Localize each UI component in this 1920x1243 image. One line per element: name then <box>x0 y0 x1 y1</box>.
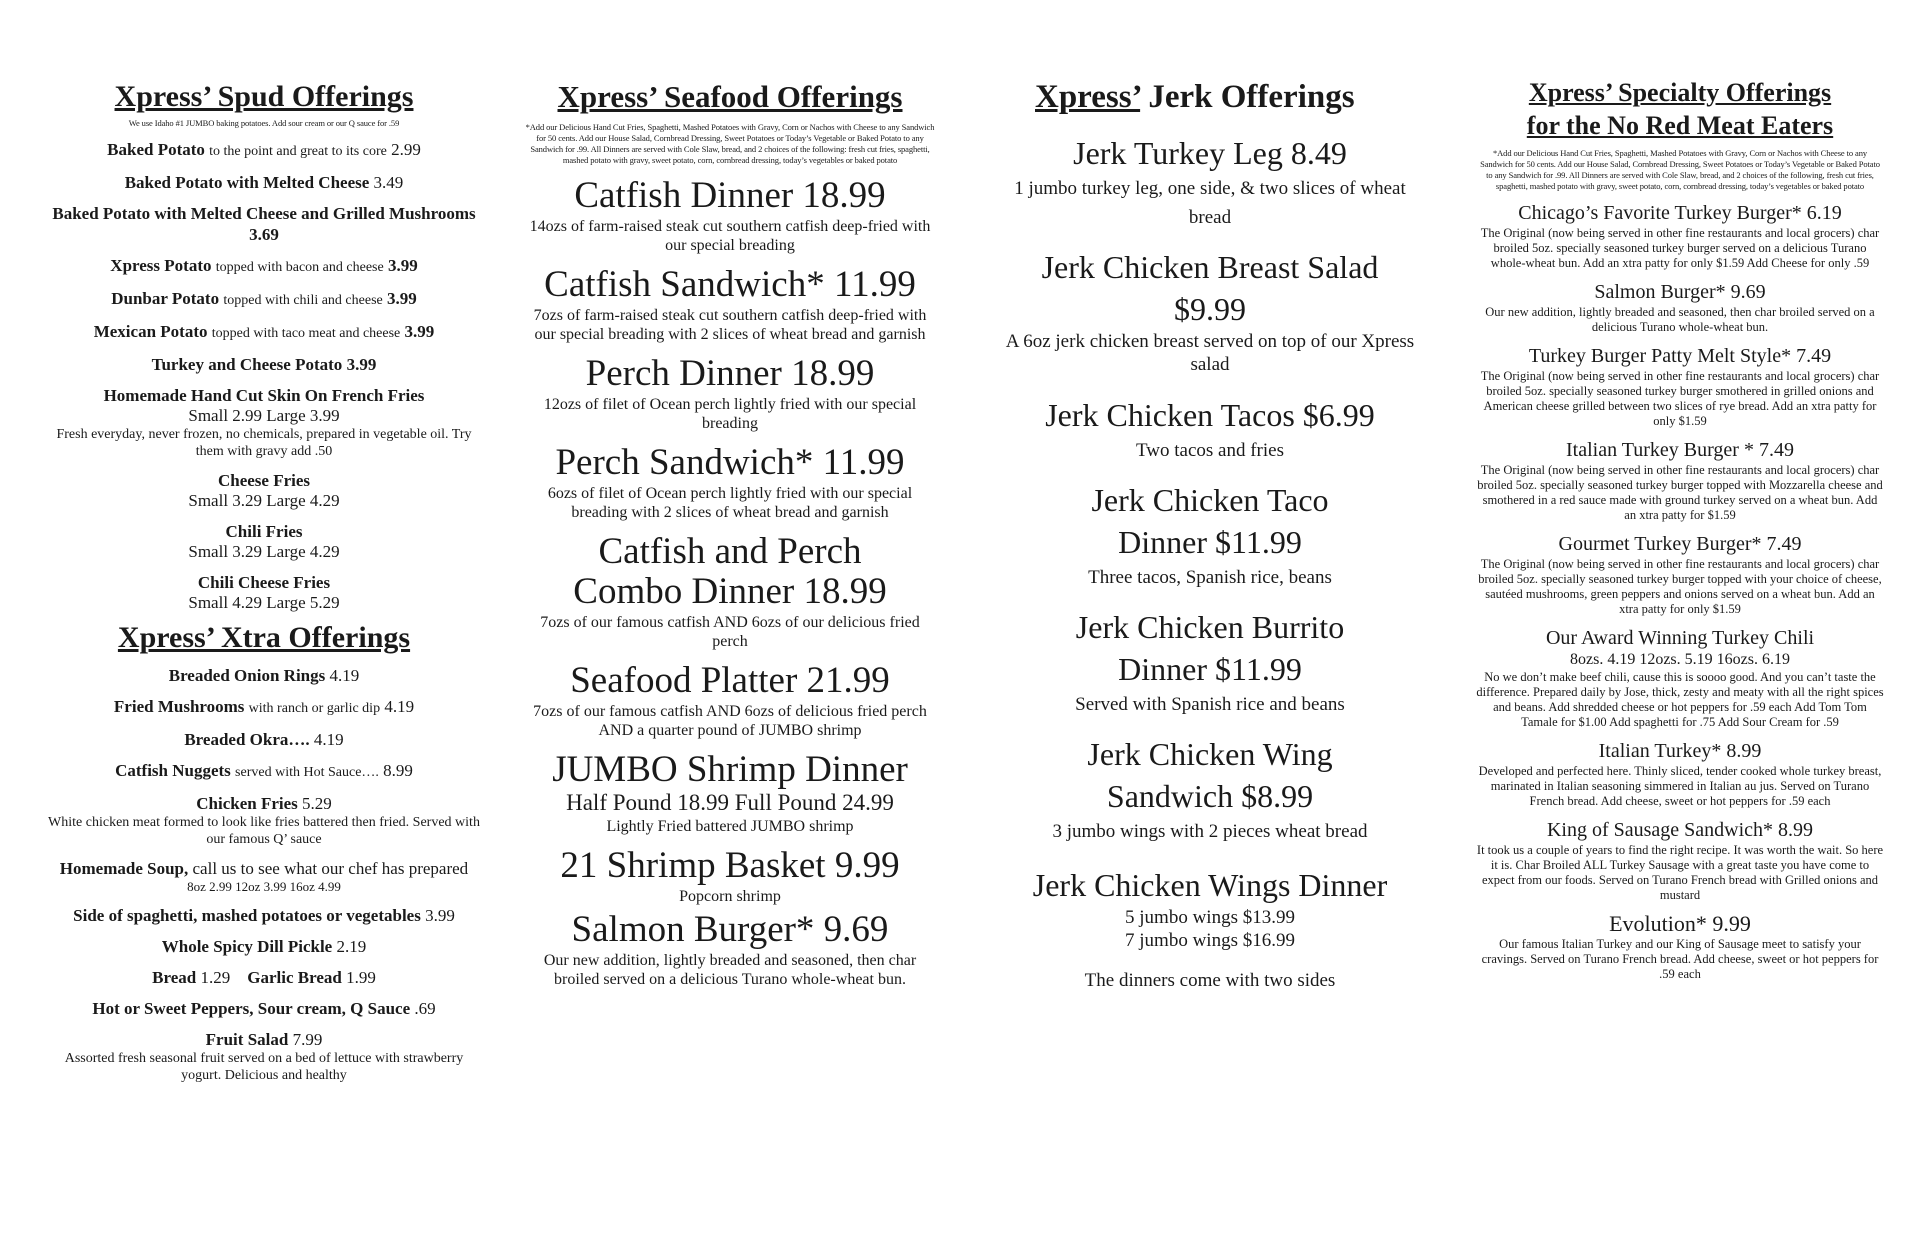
menu-item: Chili Fries Small 3.29 Large 4.29 <box>188 522 340 561</box>
menu-item: Fruit Salad 7.99 Assorted fresh seasonal fruit served on a bed of lettuce with strawberry yogurt. Delicious and healthy <box>64 1030 464 1083</box>
spud-title-text: Xpress’ Spud Offerings <box>114 80 414 113</box>
menu-item: Jerk Chicken Wings Dinner 5 jumbo wings $13.99 7 jumbo wings $16.99 <box>1032 867 1388 951</box>
seafood-title-text: Xpress’ Seafood Offerings <box>557 79 903 114</box>
spud-title <box>45 80 483 114</box>
menu-item: Mexican Potato topped with taco meat and cheese 3.99 <box>93 322 435 341</box>
menu-item: Seafood Platter 21.99 7ozs of our famous catfish AND 6ozs of delicious fried perch AND a quarter pound of JUMBO shrimp <box>533 660 927 739</box>
menu-item: Turkey and Cheese Potato 3.99 <box>151 355 377 374</box>
menu-item: Fried Mushrooms with ranch or garlic dip 4.19 <box>113 697 415 716</box>
menu-item: Turkey Burger Patty Melt Style* 7.49 The Original (now being served in other fine restaurants and local grocers) char broiled 5oz. specially seasoned turkey burger smothered in grilled onions and American cheese grilled between two slices of rye bread. Add an xtra patty for only $1.59 <box>1480 345 1880 428</box>
menu-item: Xpress Potato topped with bacon and cheese 3.99 <box>110 256 418 275</box>
menu-item: Catfish Sandwich* 11.99 7ozs of farm-raised steak cut southern catfish deep-fried with our special breading with 2 slices of wheat bread and garnish <box>533 264 927 343</box>
menu-item: Salmon Burger* 9.69 Our new addition, lightly breaded and seasoned, then char broiled served on a delicious Turano whole-wheat bun. <box>543 909 917 988</box>
jerk-column <box>1000 70 1420 995</box>
spud-column <box>45 70 483 1084</box>
specialty-note: *Add our Delicious Hand Cut Fries, Spaghetti, Mashed Potatoes with Gravy, Corn or Nachos with Cheese to any Sandwich for 50 cents. Add our House Salad, Cornbread Dressing, Sweet Potatoes or Today’s Vegetable or Baked Potato to any Sandwich for .99. All Dinners are served with Cole Slaw, bread, and 2 choices of the following, fresh cut fries, spaghetti, mashed potato with gravy, sweet potato, corn, cornbread dressing, today’s vegetables or baked potato <box>1480 148 1880 191</box>
specialty-title-line1: Xpress’ Specialty Offerings <box>1528 78 1832 107</box>
spud-note: We use Idaho #1 JUMBO baking potatoes. Add sour cream or our Q sauce for .59 <box>128 118 400 128</box>
menu-item: Cheese Fries Small 3.29 Large 4.29 <box>188 471 340 510</box>
menu-item: Baked Potato with Melted Cheese and Grilled Mushrooms 3.69 <box>52 204 476 244</box>
menu-item: Jerk Chicken Breast Salad $9.99 A 6oz jerk chicken breast served on top of our Xpress salad <box>1005 249 1415 375</box>
menu-item: Gourmet Turkey Burger* 7.49 The Original (now being served in other fine restaurants and local grocers) char broiled 5oz. specially seasoned turkey burger topped with your choice of cheese, sautéed mushrooms, green peppers and onions served on a wheat bun. Add an xtra patty for only $1.59 <box>1478 533 1882 616</box>
menu-item: Perch Sandwich* 11.99 6ozs of filet of Ocean perch lightly fried with our special breading with 2 slices of wheat bread and garnish <box>547 442 913 521</box>
menu-item: Catfish Dinner 18.99 14ozs of farm-raised steak cut southern catfish deep-fried with our special breading <box>529 175 931 254</box>
menu-item: Jerk Chicken Taco Dinner $11.99 Three tacos, Spanish rice, beans <box>1088 482 1332 588</box>
menu-item: Salmon Burger* 9.69 Our new addition, lightly breaded and seasoned, then char broiled served on a delicious Turano whole-wheat bun. <box>1485 281 1875 334</box>
menu-item: Jerk Chicken Burrito Dinner $11.99 Served with Spanish rice and beans <box>1075 609 1345 715</box>
menu-item: Baked Potato to the point and great to its core 2.99 <box>107 140 421 159</box>
specialty-title <box>1470 76 1890 142</box>
menu-item: Breaded Okra…. 4.19 <box>184 730 344 749</box>
specialty-column <box>1470 70 1890 982</box>
menu-item: Jerk Turkey Leg 8.49 1 jumbo turkey leg, one side, & two slices of wheat bread <box>1014 135 1406 228</box>
menu-item: 21 Shrimp Basket 9.99 Popcorn shrimp <box>560 845 900 905</box>
menu-item: Catfish and Perch Combo Dinner 18.99 7ozs of our famous catfish AND 6ozs of our delicious fried perch <box>540 531 920 650</box>
menu-item: King of Sausage Sandwich* 8.99 It took us a couple of years to find the right recipe. It was worth the wait. So here it is. Char Broiled ALL Turkey Sausage with a great taste you have come to expect from our foods. Served on Turano French bread with Grilled onions and mustard <box>1476 819 1884 902</box>
menu-item: Bread 1.29 Garlic Bread 1.99 <box>152 968 376 987</box>
menu-item: Italian Turkey Burger * 7.49 The Original (now being served in other fine restaurants and local grocers) char broiled 5oz. specially seasoned turkey burger topped with Mozzarella cheese and smothered in a red sauce made with ground turkey served on a wheat bun. Add an xtra patty for $1.59 <box>1477 439 1883 522</box>
menu-item: Chili Cheese Fries Small 4.29 Large 5.29 <box>188 573 340 612</box>
menu-item: Whole Spicy Dill Pickle 2.19 <box>161 937 367 956</box>
seafood-note: *Add our Delicious Hand Cut Fries, Spaghetti, Mashed Potatoes with Gravy, Corn or Nachos with Cheese to any Sandwich for 50 cents. Add our House Salad, Cornbread Dressing, Sweet Potatoes or Today’s Vegetable or Baked Potato to any Sandwich for .99. All Dinners are served with Cole Slaw, bread, and 2 choices of the following: fresh cut fries, spaghetti, mashed potato with gravy, sweet potato, corn, cornbread dressing, today’s vegetables or baked potato <box>525 122 935 165</box>
menu-item: Chicago’s Favorite Turkey Burger* 6.19 The Original (now being served in other fine restaurants and local grocers) char broiled 5oz. specially seasoned turkey burger served on a delicious Turano whole-wheat bun. Add an xtra patty for only $1.59 Add Cheese for only .59 <box>1480 202 1880 270</box>
menu-item: Chicken Fries 5.29 White chicken meat formed to look like fries battered then fried. Served with our famous Q’ sauce <box>48 794 480 847</box>
xtra-title-text: Xpress’ Xtra Offerings <box>117 621 411 654</box>
menu-item: Baked Potato with Melted Cheese 3.49 <box>124 173 404 192</box>
menu-item: Homemade Soup, call us to see what our chef has prepared 8oz 2.99 12oz 3.99 16oz 4.99 <box>59 859 469 894</box>
menu-item: Italian Turkey* 8.99 Developed and perfected here. Thinly sliced, tender cooked whole turkey breast, marinated in Italian seasoning simmered in Italian au jus. Served on Turano French bread. Add cheese, sweet or hot peppers for .59 each <box>1478 740 1882 808</box>
menu-item: Our Award Winning Turkey Chili 8ozs. 4.19 12ozs. 5.19 16ozs. 6.19 No we don’t make beef chili, cause this is soooo good. And you can’t taste the difference. Prepared daily by Jose, thick, zesty and meaty with all the right spices and beans. Add shredded cheese or hot peppers for .59 each Add Tom Tom Tamale for $1.00 Add spaghetti for .75 Add Sour Cream for .59 <box>1476 627 1884 729</box>
menu-item: Jerk Chicken Tacos $6.99 Two tacos and fries <box>1045 397 1375 461</box>
xtra-title <box>45 621 483 655</box>
menu-item: Evolution* 9.99 Our famous Italian Turkey and our King of Sausage meet to satisfy your cravings. Served on Turano French bread. Add cheese, sweet or hot peppers for .59 each <box>1481 911 1879 981</box>
jerk-footer: The dinners come with two sides <box>1084 970 1336 991</box>
seafood-column <box>510 70 950 989</box>
seafood-title <box>510 80 950 114</box>
menu-item: Jerk Chicken Wing Sandwich $8.99 3 jumbo wings with 2 pieces wheat bread <box>1052 736 1368 842</box>
jerk-title <box>1000 80 1420 114</box>
menu-item: Dunbar Potato topped with chili and cheese 3.99 <box>111 289 417 308</box>
menu-item-fries: Homemade Hand Cut Skin On French Fries Small 2.99 Large 3.99 Fresh everyday, never frozen, no chemicals, prepared in vegetable oil. Try them with gravy add .50 <box>56 386 472 459</box>
jerk-title-b: Jerk Offerings <box>1148 79 1355 115</box>
menu-item: JUMBO Shrimp Dinner Half Pound 18.99 Full Pound 24.99 Lightly Fried battered JUMBO shrimp <box>552 749 908 835</box>
menu-item: Side of spaghetti, mashed potatoes or vegetables 3.99 <box>73 906 455 925</box>
menu-item: Hot or Sweet Peppers, Sour cream, Q Sauce .69 <box>92 999 436 1018</box>
specialty-title-line2: for the No Red Meat Eaters <box>1526 111 1834 140</box>
menu-item: Catfish Nuggets served with Hot Sauce…. 8.99 <box>115 761 413 780</box>
jerk-title-a: Xpress’ <box>1035 79 1141 115</box>
menu-item: Perch Dinner 18.99 12ozs of filet of Ocean perch lightly fried with our special breading <box>543 353 917 432</box>
menu-item: Breaded Onion Rings 4.19 <box>168 666 360 685</box>
